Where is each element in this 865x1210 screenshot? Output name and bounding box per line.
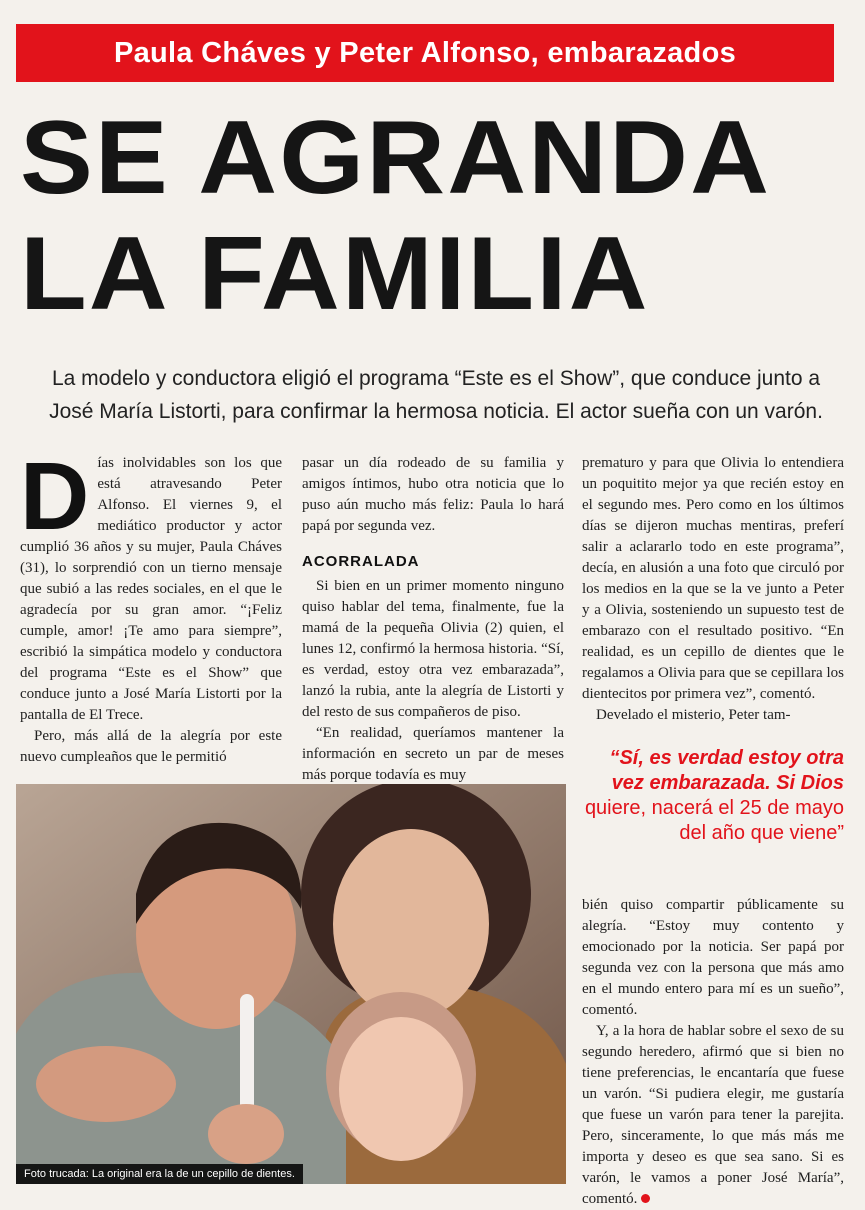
pull-quote-regular: quiere, nacerá el 25 de mayo del año que viene” [584, 797, 844, 844]
headline [20, 100, 865, 332]
pull-quote [582, 746, 844, 846]
subhead: ACORRALADA [302, 553, 420, 570]
section-banner: Paula Cháves y Peter Alfonso, embarazados [16, 24, 834, 82]
paragraph-text: ías inolvidables son los que está atravesando Peter Alfonso. El viernes 9, el mediático productor y actor cumplió 36 años y su mujer, Paula Cháves (31), lo sorprendió con un tierno mensaje que subió a las redes sociales, en el que le agradecía por su gran amor. “¡Feliz cumple, amor! ¡Te amo para siempre”, escribió la simpática modelo y conductora del programa “Este es el Show” que conduce junto a José María Listorti por la pantalla de El Trece. [20, 455, 282, 723]
paragraph: “En realidad, queríamos mantener la información en secreto un par de meses más porque todavía es muy [302, 725, 564, 783]
paragraph: bién quiso compartir públicamente su alegría. “Estoy muy contento y emocionado por la noticia. Ser papá por segunda vez con la persona que más amo en el mundo entero para mí es un sueño”, comentó. [582, 897, 844, 1018]
paragraph [20, 443, 282, 726]
article-column-1 [20, 443, 282, 768]
paragraph: Pero, más allá de la alegría por este nuevo cumpleaños que le permitió [20, 728, 282, 765]
headline-line-2: LA FAMILIA [20, 216, 650, 332]
family-photo [16, 784, 566, 1184]
deck-text: La modelo y conductora eligió el programa “Este es el Show”, que conduce junto a José María Listorti, para confirmar la hermosa noticia. El actor sueña con un varón. [49, 367, 823, 423]
photo-caption: Foto trucada: La original era la de un cepillo de dientes. [16, 1164, 303, 1184]
paragraph: Si bien en un primer momento ninguno quiso hablar del tema, finalmente, fue la mamá de la pequeña Olivia (2) quien, el lunes 12, confirmó la hermosa historia. “Sí, es verdad, estoy otra vez embarazada”, lanzó la rubia, ante la alegría de Listorti y del resto de sus compañeros de piso. [302, 578, 564, 720]
end-mark-icon [641, 1194, 650, 1203]
article-column-2 [302, 453, 564, 786]
drop-cap: D [20, 443, 90, 550]
paragraph: prematuro y para que Olivia lo entendiera un poquitito mejor ya que recién estoy en el segundo mes. Pero como en los últimos días se dijeron muchas mentiras, preferí salir a aclararlo todo en este programa”, decía, en alusión a una foto que circuló por los medios en la que se la ve junto a Peter y a Olivia, sosteniendo un supuesto test de embarazo con el resultado positivo. “En realidad, es un cepillo de dientes que le regalamos a Olivia para que se cepillara los dientecitos por primera vez”, comentó. [582, 455, 844, 702]
pull-quote-bold: “Sí, es verdad estoy otra vez embarazada. Si Dios [609, 747, 844, 794]
paragraph: Develado el misterio, Peter tam- [596, 707, 791, 723]
article-column-3 [582, 453, 844, 726]
family-photo-illustration [16, 784, 566, 1184]
paragraph [582, 1021, 844, 1210]
headline-line-1: SE AGRANDA [20, 100, 772, 216]
paragraph-text: Y, a la hora de hablar sobre el sexo de su segundo heredero, afirmó que si bien no tiene preferencias, le encantaría que fuese un varón. “Si pudiera elegir, me gustaría que fuese un varón para tener la parejita. Pero, sinceramente, lo que más más me importa y deseo es que sea sano. Si es varón, le vamos a poner José María”, comentó. [582, 1023, 844, 1207]
paragraph: pasar un día rodeado de su familia y amigos íntimos, hubo otra noticia que lo puso aún mucho más feliz: Paula lo hará papá por segunda vez. [302, 455, 564, 534]
article-column-3-continued [582, 895, 844, 1210]
